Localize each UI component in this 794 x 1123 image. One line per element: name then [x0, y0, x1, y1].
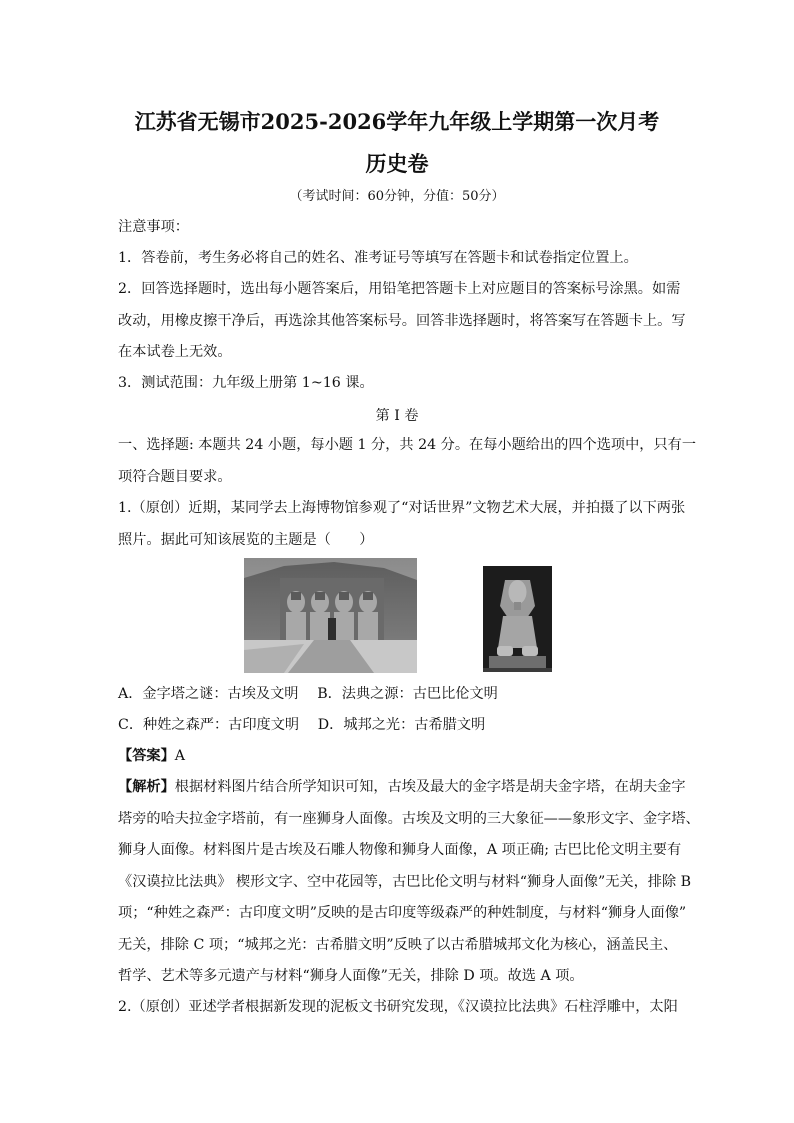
- notes-item-2-line: 在本试卷上无效。: [118, 344, 232, 360]
- question-stem-line: 1.（原创）近期，某同学去上海博物馆参观了“对话世界”文物艺术大展，并拍摄了以下两张: [118, 500, 686, 516]
- notes-item-2: [118, 274, 686, 369]
- analysis-line: 塔旁的哈夫拉金字塔前，有一座狮身人面像。古埃及文明的三大象征——象形文字、金字塔、: [118, 810, 700, 827]
- instructions-line: 项符合题目要求。: [118, 468, 232, 485]
- notes-item-2-line: 2．回答选择题时，选出每小题答案后，用铅笔把答题卡上对应题目的答案标号涂黑。如需: [118, 281, 681, 297]
- question-stem-line: 照片。据此可知该展览的主题是（ ）: [118, 531, 374, 548]
- notes-heading: 注意事项：: [118, 219, 189, 235]
- volume-label: 第 I 卷: [375, 408, 419, 424]
- exam-subject-title: 历史卷: [365, 151, 429, 176]
- section-instructions: [118, 430, 697, 493]
- exam-info: （考试时间：60分钟，分值：50分）: [289, 189, 505, 204]
- analysis-line: 哲学、艺术等多元遗产与材料“狮身人面像”无关，排除 D 项。故选 A 项。: [118, 968, 584, 984]
- analysis-label: 【解析】: [118, 779, 175, 795]
- notes-item-3: 3．测试范围：九年级上册第 1~16 课。: [118, 375, 374, 391]
- answer-label: 【答案】: [118, 748, 175, 764]
- analysis-line: 无关，排除 C 项；“城邦之光：古希腊文明”反映了以古希腊城邦文化为核心，涵盖民主、: [118, 936, 678, 953]
- exam-title: 江苏省无锡市2025-2026学年九年级上学期第一次月考: [134, 109, 660, 134]
- sphinx-statue-photo: [483, 566, 552, 672]
- analysis-text: 根据材料图片结合所学知识可知，古埃及最大的金字塔是胡夫金字塔，在胡夫金字: [174, 779, 686, 795]
- analysis-line: 项；“种姓之森严：古印度文明”反映的是古印度等级森严的种姓制度，与材料“狮身人面像”: [118, 905, 687, 921]
- analysis-line: 狮身人面像。材料图片是古埃及石雕人物像和狮身人面像，A 项正确; 古巴比伦文明主要有: [118, 842, 682, 858]
- question-1-analysis: [118, 772, 700, 993]
- question-1-options-ab: A．金字塔之谜：古埃及文明 B．法典之源：古巴比伦文明: [118, 686, 498, 702]
- answer-value: A: [174, 748, 186, 764]
- question-2-stem: 2.（原创）亚述学者根据新发现的泥板文书研究发现，《汉谟拉比法典》石柱浮雕中，太阳: [118, 999, 678, 1015]
- abu-simbel-temple-photo: [244, 558, 417, 673]
- analysis-line: [118, 772, 686, 804]
- question-1-options-cd: C．种姓之森严：古印度文明 D．城邦之光：古希腊文明: [118, 717, 486, 733]
- notes-item-2-line: 改动，用橡皮擦干净后，再选涂其他答案标号。回答非选择题时，将答案写在答题卡上。写: [118, 312, 686, 329]
- instructions-line: 一、选择题: 本题共 24 小题，每小题 1 分，共 24 分。在每小题给出的四个选项中，只有一: [118, 437, 697, 453]
- question-1-answer: [118, 741, 682, 772]
- analysis-line: 《汉谟拉比法典》 楔形文字、空中花园等，古巴比伦文明与材料“狮身人面像”无关，排除 B: [118, 873, 692, 890]
- notes-item-1: 1．答卷前，考生务必将自己的姓名、准考证号等填写在答题卡和试卷指定位置上。: [118, 250, 638, 266]
- question-1-stem: [118, 493, 686, 556]
